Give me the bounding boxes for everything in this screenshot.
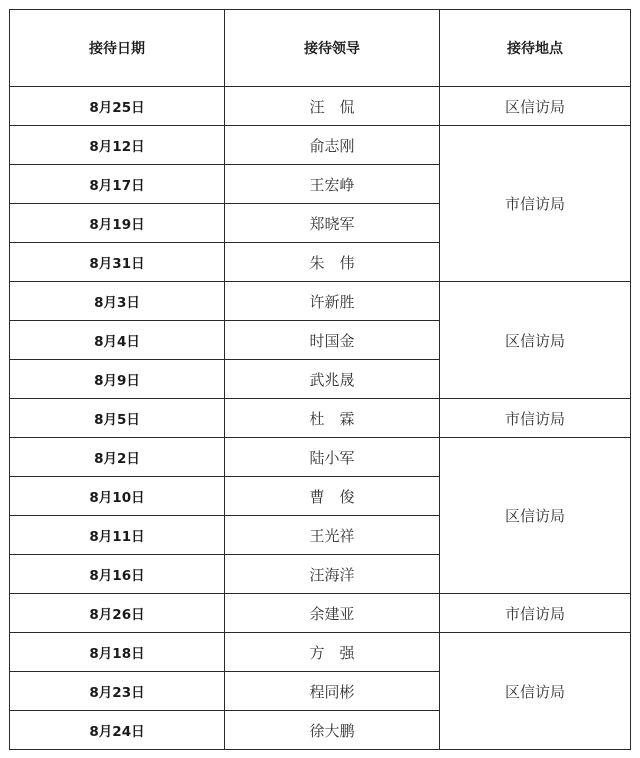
table-row xyxy=(10,399,631,438)
table-row xyxy=(10,594,631,633)
date-cell: 8月17日 xyxy=(10,165,225,204)
date-cell: 8月10日 xyxy=(10,477,225,516)
date-cell: 8月9日 xyxy=(10,360,225,399)
leader-cell: 程同彬 xyxy=(225,672,440,711)
date-cell: 8月25日 xyxy=(10,87,225,126)
location-cell: 区信访局 xyxy=(440,87,631,126)
leader-cell: 时国金 xyxy=(225,321,440,360)
header-location: 接待地点 xyxy=(440,10,631,87)
leader-cell: 徐大鹏 xyxy=(225,711,440,750)
table-row xyxy=(10,126,631,165)
date-cell: 8月2日 xyxy=(10,438,225,477)
location-cell: 市信访局 xyxy=(440,126,631,282)
date-cell: 8月16日 xyxy=(10,555,225,594)
location-cell: 区信访局 xyxy=(440,438,631,594)
date-cell: 8月4日 xyxy=(10,321,225,360)
location-cell: 区信访局 xyxy=(440,282,631,399)
leader-cell: 杜 霖 xyxy=(225,399,440,438)
leader-cell: 陆小军 xyxy=(225,438,440,477)
leader-cell: 朱 伟 xyxy=(225,243,440,282)
date-cell: 8月24日 xyxy=(10,711,225,750)
date-cell: 8月23日 xyxy=(10,672,225,711)
leader-cell: 郑晓军 xyxy=(225,204,440,243)
leader-cell: 俞志刚 xyxy=(225,126,440,165)
table-row xyxy=(10,633,631,672)
date-cell: 8月11日 xyxy=(10,516,225,555)
leader-cell: 曹 俊 xyxy=(225,477,440,516)
leader-cell: 许新胜 xyxy=(225,282,440,321)
location-cell: 区信访局 xyxy=(440,633,631,750)
leader-cell: 王光祥 xyxy=(225,516,440,555)
leader-cell: 余建亚 xyxy=(225,594,440,633)
date-cell: 8月12日 xyxy=(10,126,225,165)
leader-cell: 方 强 xyxy=(225,633,440,672)
date-cell: 8月5日 xyxy=(10,399,225,438)
date-cell: 8月31日 xyxy=(10,243,225,282)
leader-cell: 武兆晟 xyxy=(225,360,440,399)
leader-cell: 王宏峥 xyxy=(225,165,440,204)
reception-schedule-table xyxy=(9,9,631,750)
table-row xyxy=(10,438,631,477)
date-cell: 8月19日 xyxy=(10,204,225,243)
leader-cell: 汪海洋 xyxy=(225,555,440,594)
table-row xyxy=(10,282,631,321)
location-cell: 市信访局 xyxy=(440,594,631,633)
header-leader: 接待领导 xyxy=(225,10,440,87)
date-cell: 8月26日 xyxy=(10,594,225,633)
leader-cell: 汪 侃 xyxy=(225,87,440,126)
header-date: 接待日期 xyxy=(10,10,225,87)
date-cell: 8月18日 xyxy=(10,633,225,672)
date-cell: 8月3日 xyxy=(10,282,225,321)
header-row xyxy=(10,10,631,87)
table-row xyxy=(10,87,631,126)
location-cell: 市信访局 xyxy=(440,399,631,438)
